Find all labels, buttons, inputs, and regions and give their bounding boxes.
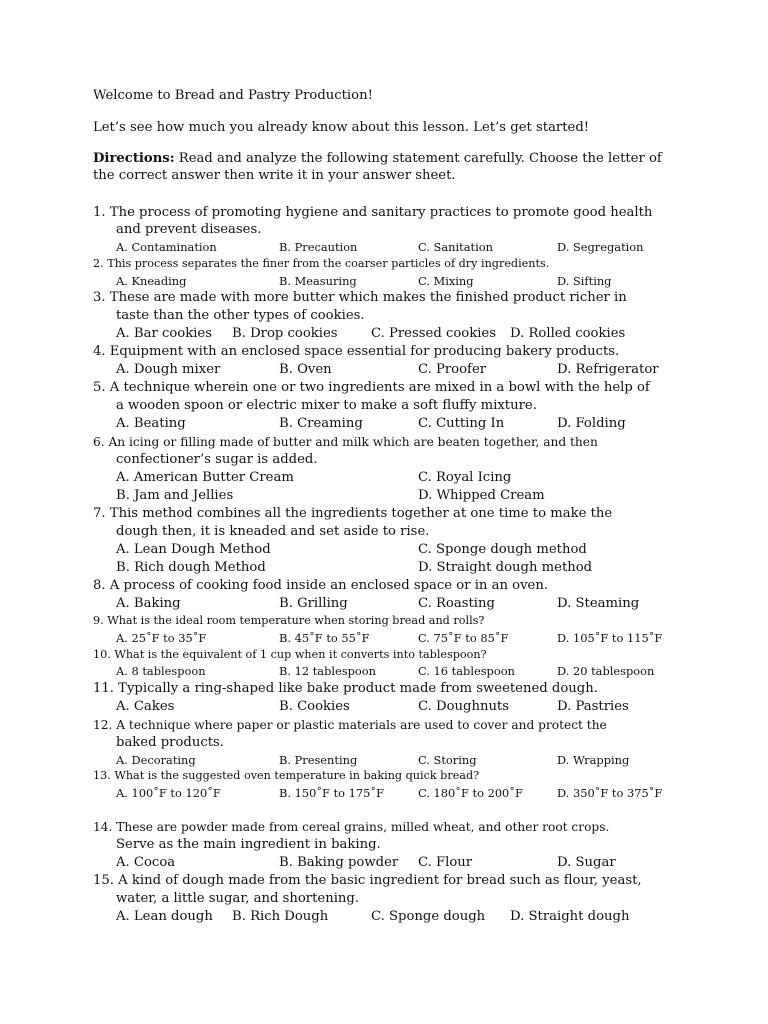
question-15-line-1: 15. A kind of dough made from the basic ingredient for bread such as flour, yeast, — [93, 873, 642, 888]
question-14-line-2: Serve as the main ingredient in baking. — [116, 837, 381, 852]
question-5-line-2: a wooden spoon or electric mixer to make a soft fluffy mixture. — [116, 398, 537, 413]
q1-option-d: D. Segregation — [557, 240, 644, 254]
directions-label: Directions: — [93, 151, 175, 166]
question-10-line-1: 10. What is the equivalent of 1 cup when it converts into tablespoon? — [93, 648, 487, 661]
q5-option-b: B. Creaming — [279, 416, 363, 431]
q11-option-d: D. Pastries — [557, 699, 629, 714]
intro-lead: Let’s see how much you already know about this lesson. Let’s get started! — [93, 120, 590, 135]
q1-option-b: B. Precaution — [279, 240, 358, 254]
q11-option-c: C. Doughnuts — [418, 699, 509, 714]
question-6-line-2: confectioner’s sugar is added. — [116, 452, 318, 467]
question-12-line-1: 12. A technique where paper or plastic materials are used to cover and protect the — [93, 718, 607, 732]
q15-option-a: A. Lean dough — [116, 909, 213, 924]
welcome-heading: Welcome to Bread and Pastry Production! — [93, 88, 373, 103]
directions-text-1: Read and analyze the following statement carefully. Choose the letter of — [174, 151, 662, 166]
q3-option-c: C. Pressed cookies — [371, 326, 497, 341]
q4-option-b: B. Oven — [279, 362, 332, 377]
q10-option-b: B. 12 tablespoon — [279, 664, 376, 678]
q9-option-b: B. 45˚F to 55˚F — [279, 631, 370, 645]
q8-option-a: A. Baking — [116, 596, 181, 611]
q13-option-d: D. 350˚F to 375˚F — [557, 786, 663, 800]
q12-option-c: C. Storing — [418, 753, 477, 767]
question-9-line-1: 9. What is the ideal room temperature when storing bread and rolls? — [93, 614, 485, 627]
q14-option-b: B. Baking powder — [279, 855, 399, 870]
q11-option-b: B. Cookies — [279, 699, 350, 714]
q13-option-b: B. 150˚F to 175˚F — [279, 786, 384, 800]
q8-option-c: C. Roasting — [418, 596, 495, 611]
q2-option-c: C. Mixing — [418, 274, 474, 288]
q2-option-a: A. Kneading — [116, 274, 187, 288]
question-7-line-1: 7. This method combines all the ingredients together at one time to make the — [93, 506, 613, 521]
q7-option-a: A. Lean Dough Method — [116, 542, 271, 557]
q4-option-a: A. Dough mixer — [116, 362, 221, 377]
q5-option-a: A. Beating — [116, 416, 186, 431]
directions-line-1 — [93, 150, 662, 168]
q6-option-b: B. Jam and Jellies — [116, 488, 234, 503]
q2-option-b: B. Measuring — [279, 274, 357, 288]
question-15-line-2: water, a little sugar, and shortening. — [116, 891, 360, 906]
q15-option-d: D. Straight dough — [510, 909, 630, 924]
question-5-line-1: 5. A technique wherein one or two ingredients are mixed in a bowl with the help of — [93, 380, 650, 395]
q7-option-d: D. Straight dough method — [418, 560, 593, 575]
q10-option-a: A. 8 tablespoon — [116, 664, 206, 678]
q4-option-d: D. Refrigerator — [557, 362, 659, 377]
q6-option-a: A. American Butter Cream — [116, 470, 294, 485]
q9-option-c: C. 75˚F to 85˚F — [418, 631, 509, 645]
q6-option-c: C. Royal Icing — [418, 470, 512, 485]
q5-option-d: D. Folding — [557, 416, 626, 431]
q7-option-b: B. Rich dough Method — [116, 560, 266, 575]
q9-option-d: D. 105˚F to 115˚F — [557, 631, 663, 645]
q15-option-c: C. Sponge dough — [371, 909, 486, 924]
q7-option-c: C. Sponge dough method — [418, 542, 587, 557]
question-13-line-1: 13. What is the suggested oven temperature in baking quick bread? — [93, 769, 480, 782]
q1-option-c: C. Sanitation — [418, 240, 493, 254]
question-1-line-2: and prevent diseases. — [116, 222, 262, 237]
q13-option-c: C. 180˚F to 200˚F — [418, 786, 523, 800]
question-1-line-1: 1. The process of promoting hygiene and sanitary practices to promote good health — [93, 205, 653, 220]
question-11-line-1: 11. Typically a ring-shaped like bake product made from sweetened dough. — [93, 681, 598, 696]
directions-line-2: the correct answer then write it in your answer sheet. — [93, 168, 456, 183]
q3-option-d: D. Rolled cookies — [510, 326, 626, 341]
q1-option-a: A. Contamination — [116, 240, 217, 254]
question-6-line-1: 6. An icing or filling made of butter and milk which are beaten together, and then — [93, 435, 598, 449]
q10-option-d: D. 20 tablespoon — [557, 664, 655, 678]
question-14-line-1: 14. These are powder made from cereal grains, milled wheat, and other root crops. — [93, 820, 610, 834]
question-3-line-1: 3. These are made with more butter which makes the finished product richer in — [93, 290, 627, 305]
q13-option-a: A. 100˚F to 120˚F — [116, 786, 221, 800]
q4-option-c: C. Proofer — [418, 362, 487, 377]
q10-option-c: C. 16 tablespoon — [418, 664, 515, 678]
q14-option-c: C. Flour — [418, 855, 473, 870]
q3-option-b: B. Drop cookies — [232, 326, 338, 341]
question-3-line-2: taste than the other types of cookies. — [116, 308, 365, 323]
q3-option-a: A. Bar cookies — [116, 326, 213, 341]
q12-option-a: A. Decorating — [116, 753, 196, 767]
q8-option-d: D. Steaming — [557, 596, 640, 611]
question-2-line-1: 2. This process separates the finer from the coarser particles of dry ingredients. — [93, 257, 550, 270]
q14-option-a: A. Cocoa — [116, 855, 176, 870]
q11-option-a: A. Cakes — [116, 699, 175, 714]
question-12-line-2: baked products. — [116, 735, 224, 750]
q14-option-d: D. Sugar — [557, 855, 616, 870]
question-8-line-1: 8. A process of cooking food inside an enclosed space or in an oven. — [93, 578, 549, 593]
q5-option-c: C. Cutting In — [418, 416, 505, 431]
question-7-line-2: dough then, it is kneaded and set aside to rise. — [116, 524, 430, 539]
q6-option-d: D. Whipped Cream — [418, 488, 545, 503]
q12-option-d: D. Wrapping — [557, 753, 630, 767]
question-4-line-1: 4. Equipment with an enclosed space essential for producing bakery products. — [93, 344, 620, 359]
q2-option-d: D. Sifting — [557, 274, 612, 288]
q12-option-b: B. Presenting — [279, 753, 358, 767]
q9-option-a: A. 25˚F to 35˚F — [116, 631, 207, 645]
q8-option-b: B. Grilling — [279, 596, 348, 611]
q15-option-b: B. Rich Dough — [232, 909, 329, 924]
